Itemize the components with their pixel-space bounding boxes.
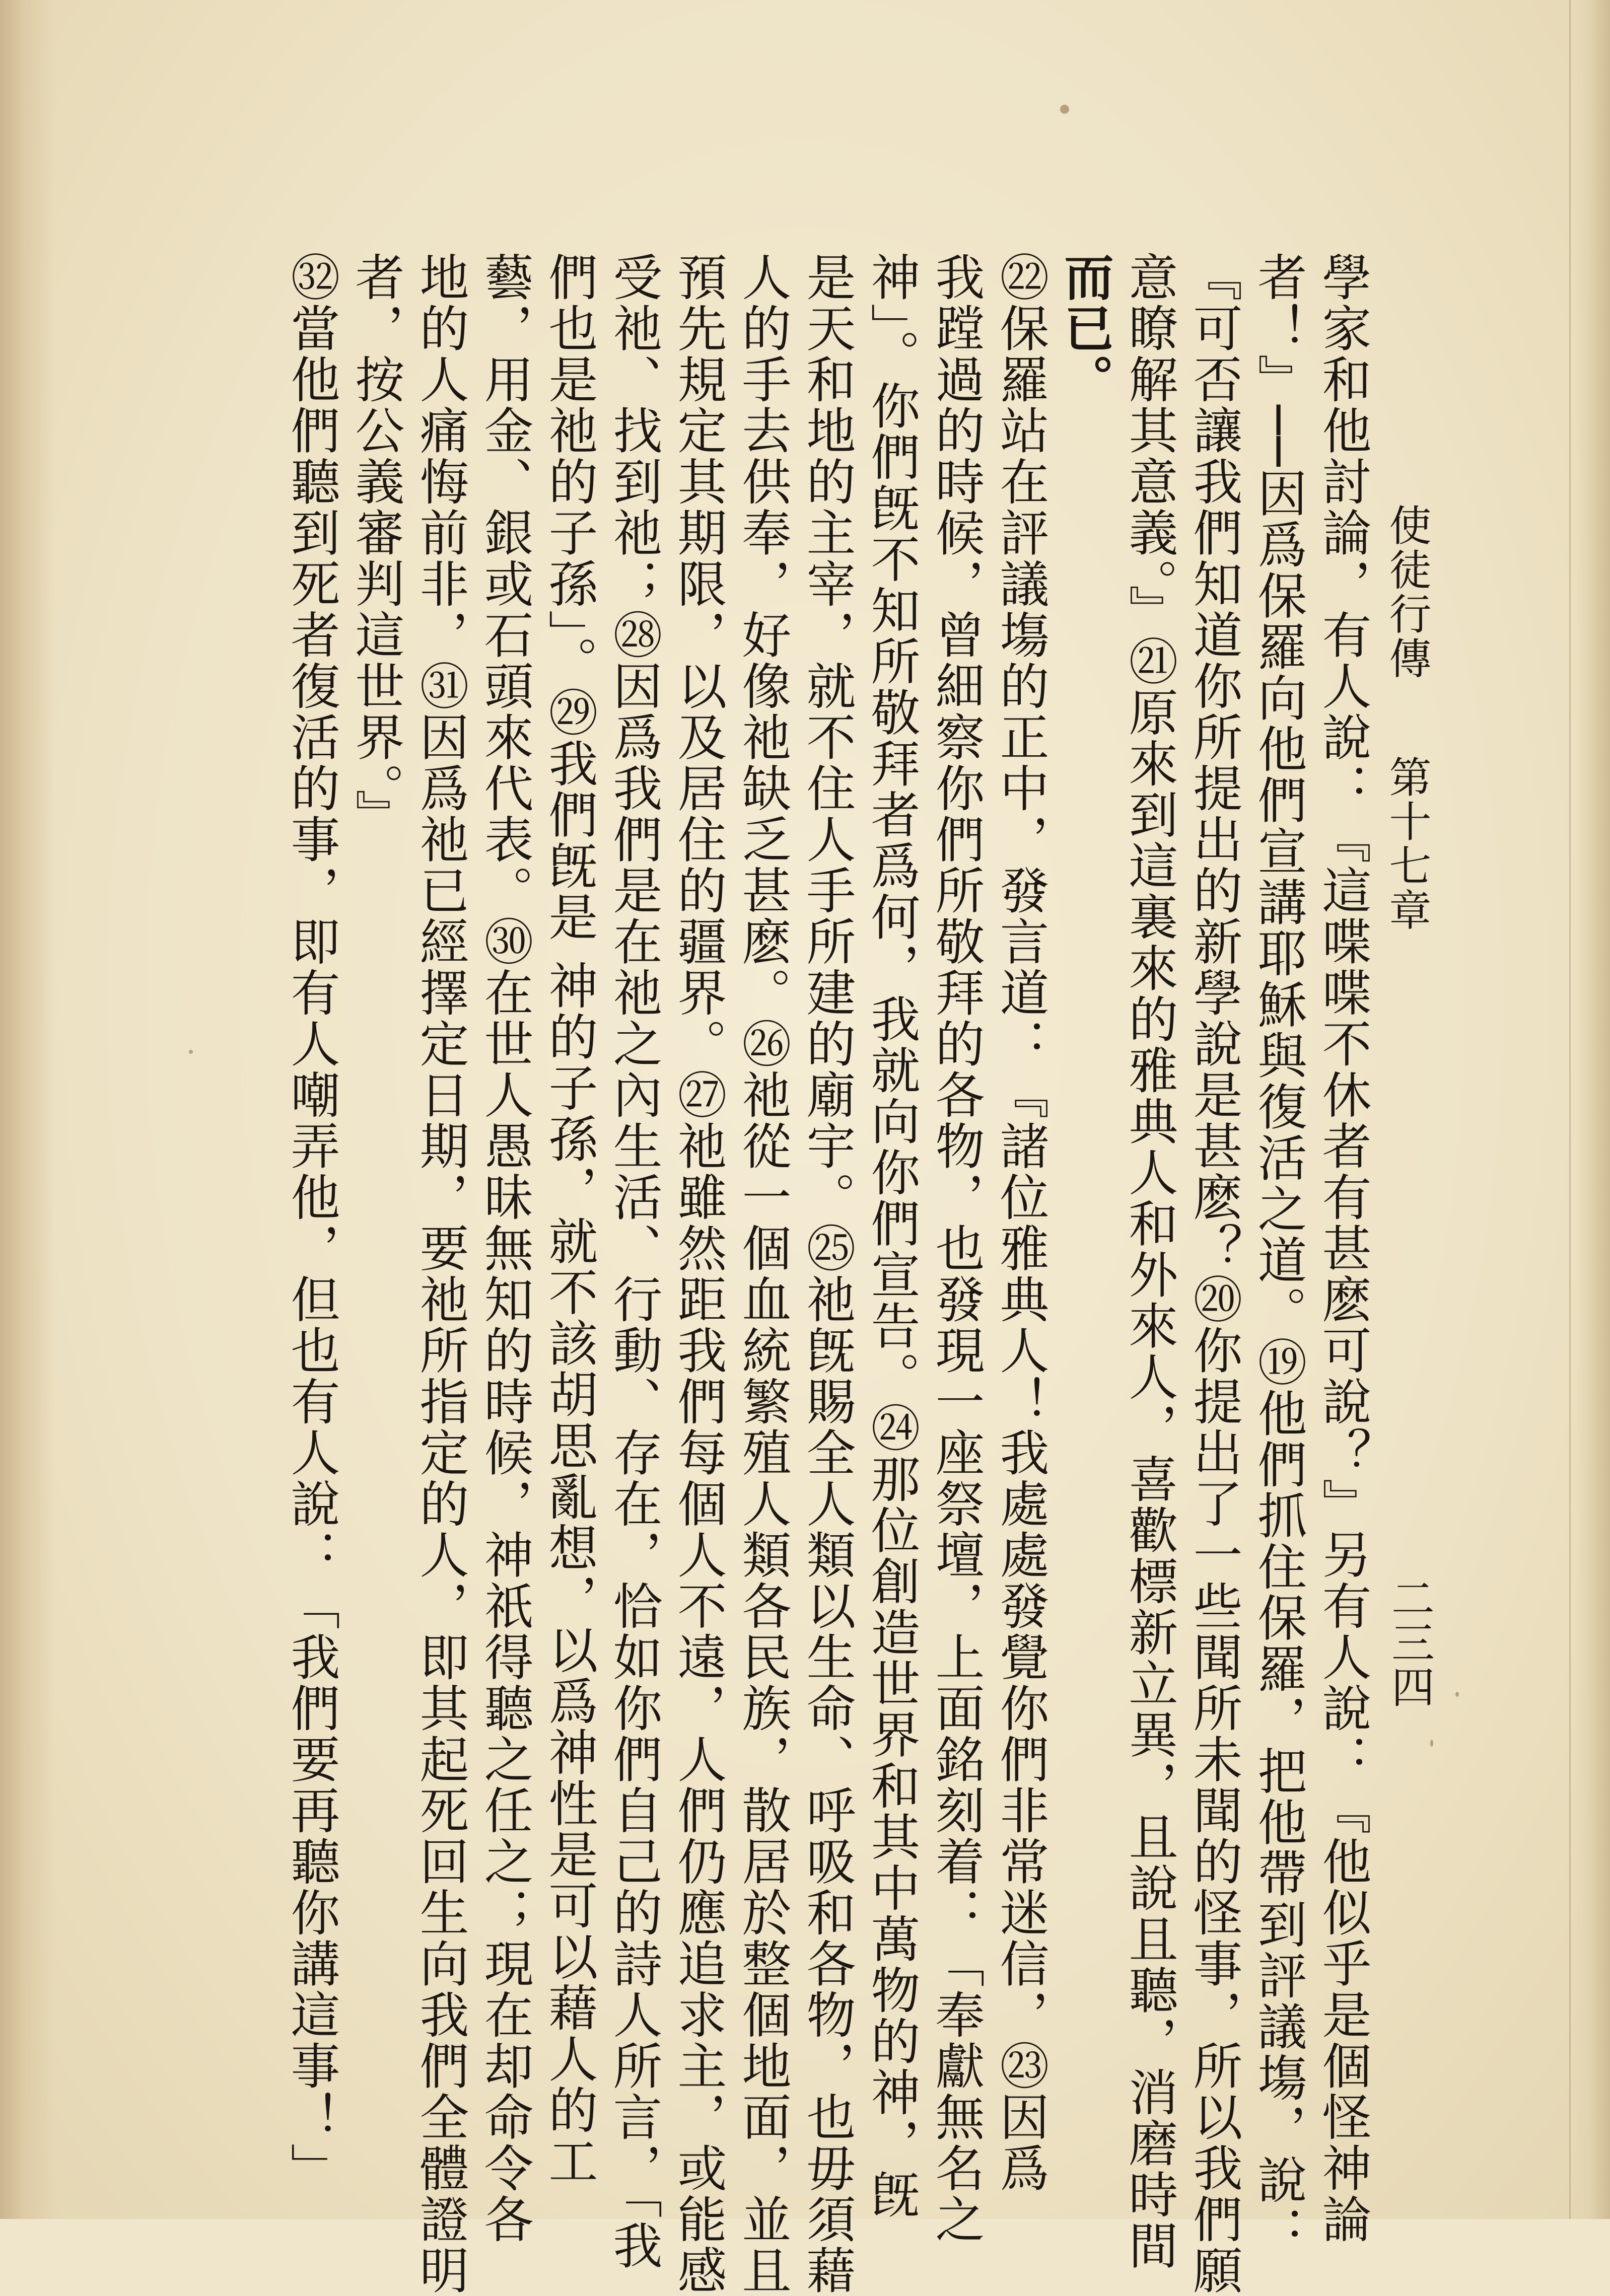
text-column: 人的手去供奉，好像祂缺乏甚麽。㉖祂從一個血統繁殖人類各民族，散居於整個地面，並且 xyxy=(734,252,791,2296)
text-column: 『可否讓我們知道你所提出的新學說是甚麽？⑳你提出了一些聞所未聞的怪事，所以我們願 xyxy=(1185,252,1242,2296)
text-column: 而已。 xyxy=(1056,252,1114,405)
text-column: 神」。你們旣不知所敬拜者爲何，我就向你們宣告。㉔那位創造世界和其中萬物的神，旣 xyxy=(863,252,920,2220)
paper-speck xyxy=(1455,1692,1459,1697)
text-column: 意瞭解其意義。』㉑原來到這裏來的雅典人和外來人，喜歡標新立異，且說且聽，消磨時間 xyxy=(1121,252,1178,2271)
text-column: 者！』──因爲保羅向他們宣講耶穌與復活之道。⑲他們抓住保羅，把他帶到評議塲，說： xyxy=(1249,252,1307,2257)
text-column: 學家和他討論，有人說：『這喋喋不休者有甚麽可說？』另有人說：『他似乎是個怪神論 xyxy=(1314,252,1371,2245)
page-edge-line xyxy=(1569,0,1571,2219)
text-column: 預先規定其期限，以及居住的疆界。㉗祂雖然距我們每個人不遠，人們仍應追求主，或能感 xyxy=(669,252,727,2296)
text-column: 受祂、找到祂；㉘因爲我們是在祂之內生活、行動、存在，恰如你們自己的詩人所言，「我 xyxy=(605,252,662,2271)
text-column: ㉒保羅站在評議塲的正中，發言道：『諸位雅典人！我處處發覺你們非常迷信，㉓因爲 xyxy=(992,252,1049,2194)
paper-speck xyxy=(189,1050,193,1054)
paper-speck xyxy=(1430,1740,1433,1747)
text-column: 者，按公義審判這世界。』 xyxy=(347,252,404,840)
page-edge xyxy=(1575,0,1610,2219)
text-column: 我蹚過的時候，曾細察你們所敬拜的各物，也發現一座祭壇，上面銘刻着：「奉獻無名之 xyxy=(927,252,985,2245)
gutter-shadow xyxy=(0,0,55,2219)
text-column: 藝，用金、銀或石頭來代表。㉚在世人愚昧無知的時候，神祇得聽之任之；現在却命令各 xyxy=(476,252,533,2245)
page-number: 二三四 xyxy=(1384,1576,1434,1709)
body-text xyxy=(283,252,1375,2296)
text-column: 們也是祂的子孫」。㉙我們旣是 神的子孫，就不該胡思亂想，以爲神性是可以藉人的工 xyxy=(540,252,598,2187)
running-header-book: 使徒行傳 xyxy=(1382,504,1432,681)
text-column: 地的人痛悔前非，㉛因爲祂已經擇定日期，要祂所指定的人，即其起死回生向我們全體證明 xyxy=(411,252,469,2296)
text-column: 是天和地的主宰，就不住人手所建的廟宇。㉕祂旣賜全人類以生命、呼吸和各物，也毋須藉 xyxy=(798,252,856,2296)
paper-speck xyxy=(1060,105,1069,114)
running-header-chapter: 第十七章 xyxy=(1382,755,1432,932)
text-column: ㉜當他們聽到死者復活的事，即有人嘲弄他，但也有人說：「我們要再聽你講這事！」 xyxy=(283,252,340,2194)
